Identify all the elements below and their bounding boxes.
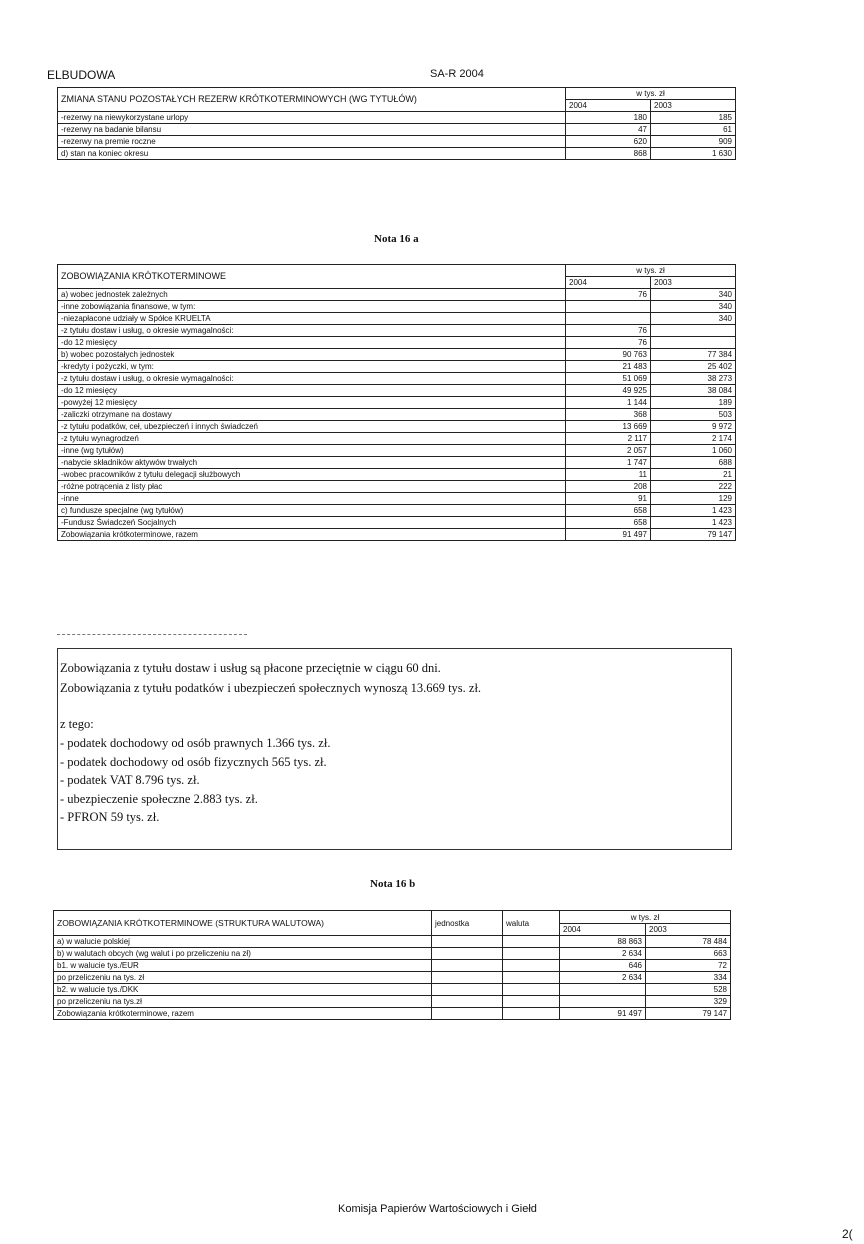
value-2004: 90 763: [566, 349, 651, 361]
value-2004: [566, 313, 651, 325]
nota-16b-title: Nota 16 b: [370, 878, 416, 890]
row-label: -wobec pracowników z tytułu delegacji służbowych: [58, 469, 566, 481]
reserves-table: [57, 87, 736, 160]
liabilities-table: [57, 264, 736, 541]
table-row: [54, 972, 731, 984]
table-row: [58, 385, 736, 397]
empty-cell: [432, 948, 503, 960]
value-2003: 1 060: [651, 445, 736, 457]
reserves-table-title: ZMIANA STANU POZOSTAŁYCH REZERW KRÓTKOTERMINOWYCH (WG TYTUŁÓW): [58, 88, 566, 112]
row-label: -z tytułu dostaw i usług, o okresie wymagalności:: [58, 325, 566, 337]
row-label: po przeliczeniu na tys. zł: [54, 972, 432, 984]
value-2003: [651, 337, 736, 349]
row-label: Zobowiązania krótkoterminowe, razem: [58, 529, 566, 541]
value-2004: 868: [566, 148, 651, 160]
col-unit-header: jednostka: [432, 911, 503, 936]
row-label: -rezerwy na niewykorzystane urlopy: [58, 112, 566, 124]
value-2003: 38 084: [651, 385, 736, 397]
value-2004: 91 497: [566, 529, 651, 541]
value-2004: 1 144: [566, 397, 651, 409]
value-2003: 38 273: [651, 373, 736, 385]
row-label: -nabycie składników aktywów trwałych: [58, 457, 566, 469]
value-2004: 76: [566, 325, 651, 337]
liabilities-note-box: [57, 648, 732, 850]
table-row: [58, 445, 736, 457]
table-row: [54, 984, 731, 996]
value-2004: 646: [560, 960, 646, 972]
empty-cell: [503, 984, 560, 996]
footer: Komisja Papierów Wartościowych i Giełd: [338, 1203, 537, 1215]
empty-cell: [432, 996, 503, 1008]
note-line: - PFRON 59 tys. zł.: [60, 810, 160, 824]
year-2003: 2003: [651, 100, 736, 112]
value-2003: 503: [651, 409, 736, 421]
value-2003: 79 147: [651, 529, 736, 541]
row-label: Zobowiązania krótkoterminowe, razem: [54, 1008, 432, 1020]
table-row: [58, 313, 736, 325]
value-2004: [566, 301, 651, 313]
table-row: [54, 960, 731, 972]
value-2003: 78 484: [646, 936, 731, 948]
company-name: ELBUDOWA: [47, 68, 116, 82]
table-row: [58, 136, 736, 148]
empty-cell: [432, 984, 503, 996]
value-2004: 13 669: [566, 421, 651, 433]
value-2004: 2 057: [566, 445, 651, 457]
unit-label: w tys. zł: [566, 265, 736, 277]
value-2004: 368: [566, 409, 651, 421]
table-row: [58, 301, 736, 313]
empty-cell: [503, 936, 560, 948]
table-row: [58, 361, 736, 373]
value-2004: 2 117: [566, 433, 651, 445]
empty-cell: [503, 1008, 560, 1020]
row-label: d) stan na koniec okresu: [58, 148, 566, 160]
value-2003: 189: [651, 397, 736, 409]
empty-cell: [503, 996, 560, 1008]
table-row: [58, 517, 736, 529]
report-code: SA-R 2004: [430, 68, 484, 80]
unit-label: w tys. zł: [566, 88, 736, 100]
value-2003: 528: [646, 984, 731, 996]
empty-cell: [432, 1008, 503, 1020]
value-2004: 11: [566, 469, 651, 481]
table-row: [54, 996, 731, 1008]
note-line: - ubezpieczenie społeczne 2.883 tys. zł.: [60, 792, 258, 806]
value-2003: 129: [651, 493, 736, 505]
value-2004: 76: [566, 289, 651, 301]
table-row: [54, 936, 731, 948]
value-2004: 180: [566, 112, 651, 124]
table-row: [58, 469, 736, 481]
row-label: po przeliczeniu na tys.zł: [54, 996, 432, 1008]
value-2003: 222: [651, 481, 736, 493]
year-2004: 2004: [560, 924, 646, 936]
currency-table-title: ZOBOWIĄZANIA KRÓTKOTERMINOWE (STRUKTURA WALUTOWA): [54, 911, 432, 936]
note-line: - podatek VAT 8.796 tys. zł.: [60, 773, 200, 787]
row-label: b) w walutach obcych (wg walut i po przeliczeniu na zł): [54, 948, 432, 960]
row-label: -inne zobowiązania finansowe, w tym:: [58, 301, 566, 313]
value-2003: 21: [651, 469, 736, 481]
value-2003: 79 147: [646, 1008, 731, 1020]
value-2004: 51 069: [566, 373, 651, 385]
note-line: Zobowiązania z tytułu podatków i ubezpieczeń społecznych wynoszą 13.669 tys. zł.: [60, 681, 482, 695]
value-2003: 909: [651, 136, 736, 148]
row-label: b2. w walucie tys./DKK: [54, 984, 432, 996]
value-2004: 2 634: [560, 948, 646, 960]
value-2003: 9 972: [651, 421, 736, 433]
unit-label: w tys. zł: [560, 911, 731, 924]
value-2003: 25 402: [651, 361, 736, 373]
row-label: -różne potrącenia z listy płac: [58, 481, 566, 493]
value-2004: 658: [566, 505, 651, 517]
row-label: -z tytułu wynagrodzeń: [58, 433, 566, 445]
value-2003: 340: [651, 313, 736, 325]
liabilities-table-title: ZOBOWIĄZANIA KRÓTKOTERMINOWE: [58, 265, 566, 289]
empty-cell: [432, 960, 503, 972]
empty-cell: [503, 948, 560, 960]
row-label: -z tytułu podatków, ceł, ubezpieczeń i innych świadczeń: [58, 421, 566, 433]
value-2003: 340: [651, 301, 736, 313]
note-line: Zobowiązania z tytułu dostaw i usług są płacone przeciętnie w ciągu 60 dni.: [60, 661, 441, 675]
value-2003: [651, 325, 736, 337]
value-2003: 329: [646, 996, 731, 1008]
table-row: [58, 529, 736, 541]
row-label: a) w walucie polskiej: [54, 936, 432, 948]
value-2004: [560, 984, 646, 996]
value-2004: 91 497: [560, 1008, 646, 1020]
value-2004: 2 634: [560, 972, 646, 984]
table-row: [58, 421, 736, 433]
value-2003: 340: [651, 289, 736, 301]
value-2004: 91: [566, 493, 651, 505]
year-2004: 2004: [566, 277, 651, 289]
table-row: [58, 505, 736, 517]
value-2003: 185: [651, 112, 736, 124]
row-label: -Fundusz Świadczeń Socjalnych: [58, 517, 566, 529]
value-2003: 1 630: [651, 148, 736, 160]
table-row: [58, 112, 736, 124]
value-2004: 88 863: [560, 936, 646, 948]
table-row: [54, 1008, 731, 1020]
row-label: -rezerwy na badanie bilansu: [58, 124, 566, 136]
value-2003: 1 423: [651, 517, 736, 529]
value-2003: 2 174: [651, 433, 736, 445]
col-currency-header: waluta: [503, 911, 560, 936]
table-row: [58, 433, 736, 445]
year-2004: 2004: [566, 100, 651, 112]
note-line: - podatek dochodowy od osób prawnych 1.366 tys. zł.: [60, 736, 331, 750]
table-row: [58, 148, 736, 160]
year-2003: 2003: [646, 924, 731, 936]
empty-cell: [503, 972, 560, 984]
nota-16a-title: Nota 16 a: [374, 233, 419, 245]
currency-structure-table: [53, 910, 731, 1020]
row-label: c) fundusze specjalne (wg tytułów): [58, 505, 566, 517]
table-row: [58, 481, 736, 493]
row-label: b) wobec pozostałych jednostek: [58, 349, 566, 361]
row-label: b1. w walucie tys./EUR: [54, 960, 432, 972]
table-row: [58, 397, 736, 409]
row-label: -inne: [58, 493, 566, 505]
divider: [57, 634, 247, 635]
value-2004: 21 483: [566, 361, 651, 373]
value-2003: 61: [651, 124, 736, 136]
table-row: [58, 124, 736, 136]
table-row: [54, 948, 731, 960]
value-2004: 620: [566, 136, 651, 148]
value-2003: 688: [651, 457, 736, 469]
value-2004: 49 925: [566, 385, 651, 397]
value-2004: [560, 996, 646, 1008]
empty-cell: [503, 960, 560, 972]
row-label: -rezerwy na premie roczne: [58, 136, 566, 148]
row-label: -do 12 miesięcy: [58, 337, 566, 349]
row-label: -niezapłacone udziały w Spółce KRUELTA: [58, 313, 566, 325]
value-2003: 663: [646, 948, 731, 960]
table-row: [58, 373, 736, 385]
note-line: z tego:: [60, 717, 94, 731]
value-2003: 72: [646, 960, 731, 972]
value-2004: 76: [566, 337, 651, 349]
table-row: [58, 337, 736, 349]
empty-cell: [432, 972, 503, 984]
table-row: [58, 409, 736, 421]
value-2004: 47: [566, 124, 651, 136]
row-label: -powyżej 12 miesięcy: [58, 397, 566, 409]
value-2003: 77 384: [651, 349, 736, 361]
row-label: -inne (wg tytułów): [58, 445, 566, 457]
value-2003: 334: [646, 972, 731, 984]
table-row: [58, 325, 736, 337]
value-2004: 1 747: [566, 457, 651, 469]
row-label: -z tytułu dostaw i usług, o okresie wymagalności:: [58, 373, 566, 385]
empty-cell: [432, 936, 503, 948]
table-row: [58, 349, 736, 361]
note-line: - podatek dochodowy od osób fizycznych 565 tys. zł.: [60, 755, 327, 769]
row-label: a) wobec jednostek zależnych: [58, 289, 566, 301]
table-row: [58, 457, 736, 469]
year-2003: 2003: [651, 277, 736, 289]
value-2003: 1 423: [651, 505, 736, 517]
row-label: -do 12 miesięcy: [58, 385, 566, 397]
value-2004: 208: [566, 481, 651, 493]
table-row: [58, 289, 736, 301]
page-number: 2(: [842, 1227, 853, 1241]
row-label: -kredyty i pożyczki, w tym:: [58, 361, 566, 373]
value-2004: 658: [566, 517, 651, 529]
row-label: -zaliczki otrzymane na dostawy: [58, 409, 566, 421]
table-row: [58, 493, 736, 505]
